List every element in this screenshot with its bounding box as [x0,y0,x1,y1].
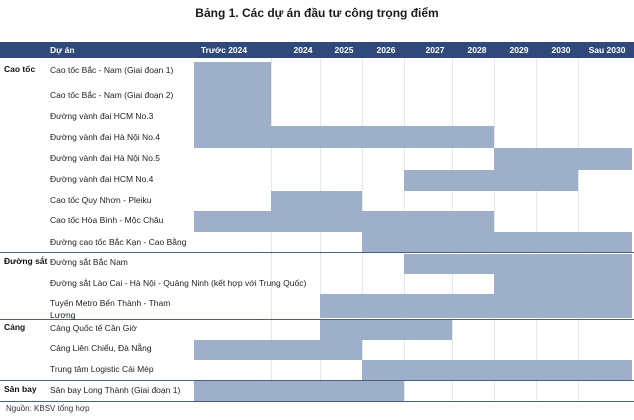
column-divider [536,58,537,401]
gantt-bar [194,62,271,102]
gantt-bar [194,126,494,148]
gantt-bar [494,148,632,170]
category-label: Cao tốc [4,64,36,74]
gantt-bar [320,320,452,340]
category-label: Đường sắt [4,256,48,266]
project-name: Cao tốc Hòa Bình - Mộc Châu [50,215,164,225]
source-note: Nguồn: KBSV tổng hợp [6,404,90,413]
table-bottom-border [0,401,634,402]
project-name: Đường sắt Bắc Nam [50,257,128,267]
project-name: Cao tốc Bắc - Nam (Giai đoạn 1) [50,65,174,75]
category-label: Cảng [4,322,26,332]
header-project: Dự án [50,45,75,55]
category-label: Sân bay [4,384,37,394]
project-name: Đường vành đai HCM No.4 [50,174,154,184]
header-year: 2025 [334,45,354,55]
header-year: 2028 [467,45,487,55]
column-divider [494,58,495,401]
header-year: 2024 [293,45,313,55]
gantt-bar [320,294,632,318]
gantt-bar [362,232,632,252]
group-divider [0,380,634,381]
header-year: 2026 [376,45,396,55]
project-name: Đường vành đai HCM No.3 [50,111,154,121]
project-name: Đường vành đai Hà Nội No.5 [50,153,161,163]
project-name: Cao tốc Bắc - Nam (Giai đoạn 2) [50,90,174,100]
table-header [0,42,634,58]
project-name: Đường vành đai Hà Nội No.4 [50,132,161,142]
header-year: Trước 2024 [200,45,248,55]
gantt-bar [194,211,494,232]
gantt-bar [194,102,271,126]
group-divider [0,252,634,253]
table-title: Bảng 1. Các dự án đầu tư công trọng điểm [195,6,439,20]
gantt-bar [271,191,362,211]
header-year: 2029 [509,45,529,55]
gantt-bar [194,340,362,360]
project-name: Đường sắt Lào Cai - Hà Nội - Quảng Ninh (kết hợp với Trung Quốc) [50,278,307,288]
project-name: Tuyến Metro Bến Thành - Tham Lương [50,298,171,320]
header-year: Sau 2030 [588,45,626,55]
header-year: 2030 [551,45,571,55]
gantt-bar [404,170,578,191]
project-name: Cao tốc Quy Nhơn - Pleiku [50,195,152,205]
project-name: Đường cao tốc Bắc Kạn - Cao Bằng [50,237,187,247]
project-name: Sân bay Long Thành (Giai đoạn 1) [50,385,181,395]
gantt-bar [362,360,632,380]
gantt-bar [404,254,632,274]
gantt-bar [194,381,404,401]
project-name: Trung tâm Logistic Cái Mép [50,364,154,374]
header-year: 2027 [425,45,445,55]
gantt-bar [494,274,632,294]
project-name: Cảng Liên Chiểu, Đà Nẵng [50,343,152,353]
project-name: Cảng Quốc tế Cần Giờ [50,323,137,333]
column-divider [578,58,579,401]
